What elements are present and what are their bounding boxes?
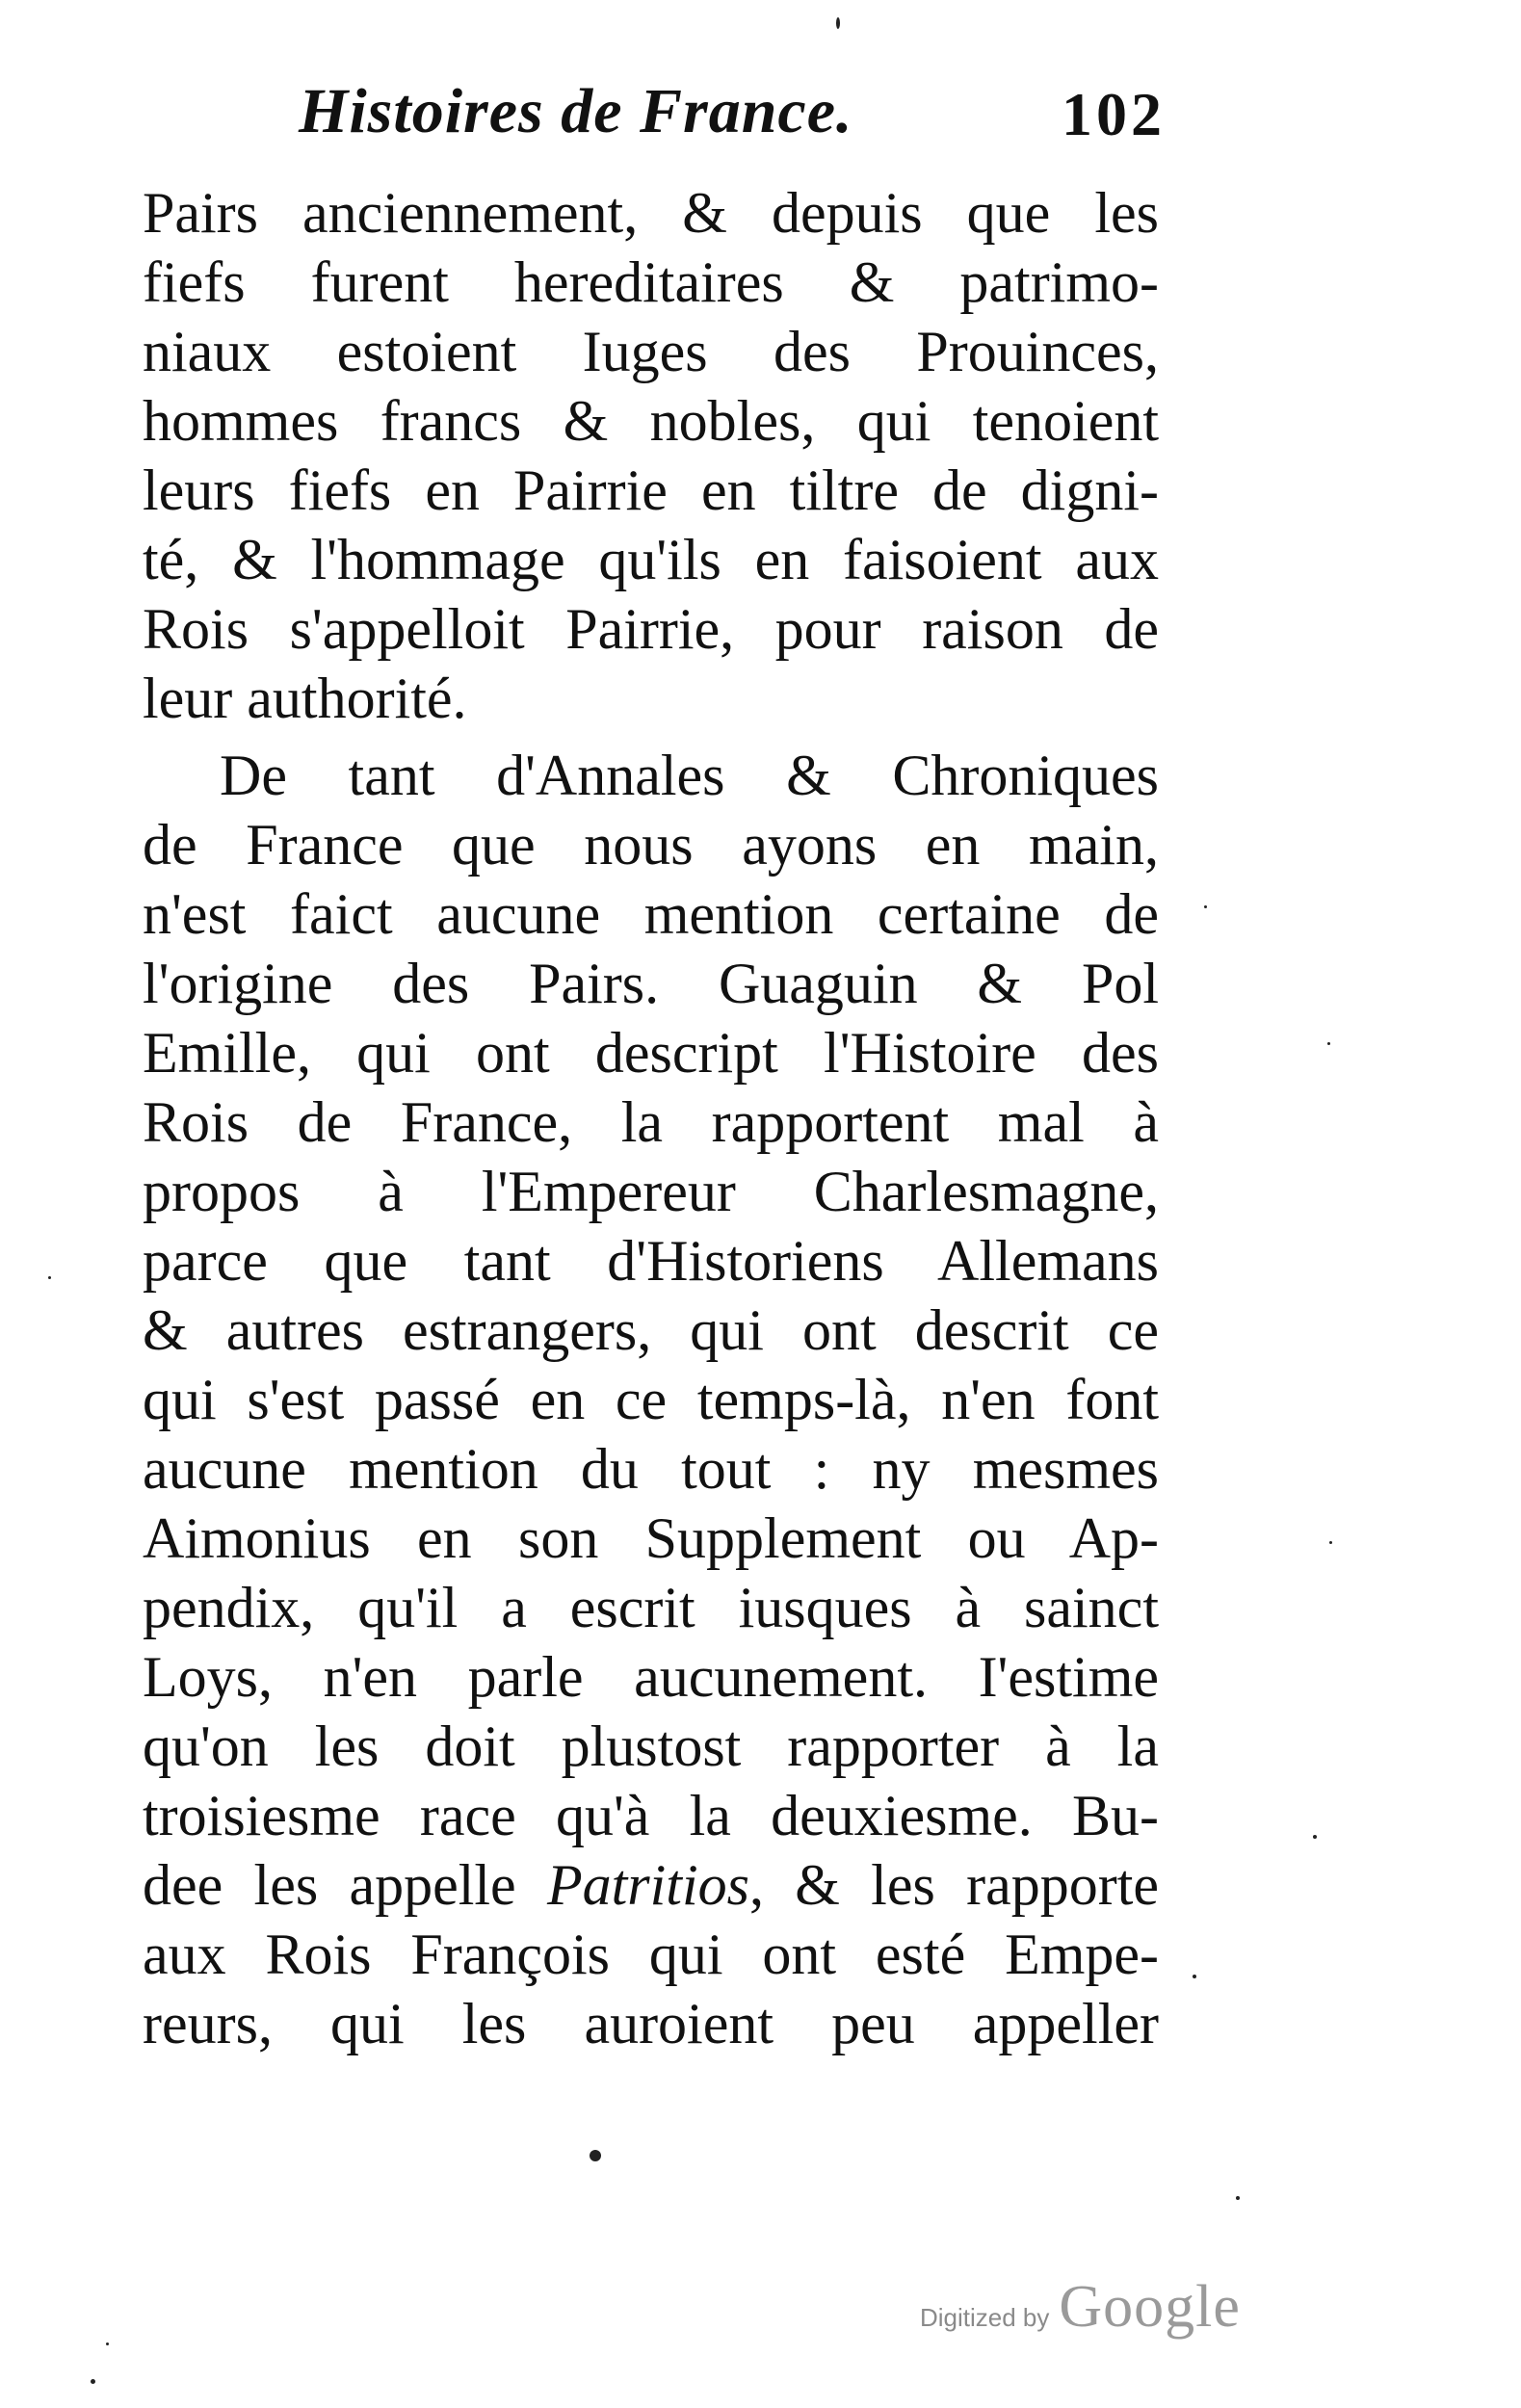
text-line: troisiesme race qu'à la deuxiesme. Bu- xyxy=(143,1784,1159,1847)
text-line: té, & l'hommage qu'ils en faisoient aux xyxy=(143,528,1159,591)
text-line: reurs, qui les auroient peu appeller xyxy=(143,1992,1159,2055)
text-line: de France que nous ayons en main, xyxy=(143,813,1159,877)
scan-speck xyxy=(91,2379,95,2384)
scan-speck xyxy=(1204,905,1207,908)
text-line: propos à l'Empereur Charlesmagne, xyxy=(143,1160,1159,1223)
text-line: n'est faict aucune mention certaine de xyxy=(143,882,1159,946)
text-line: Rois s'appelloit Pairrie, pour raison de xyxy=(143,597,1159,661)
text-line: & autres estrangers, qui ont descrit ce xyxy=(143,1298,1159,1362)
scan-speck xyxy=(48,1276,51,1279)
running-title: Histoires de France. xyxy=(299,76,853,146)
text-line: qui s'est passé en ce temps-là, n'en font xyxy=(143,1368,1159,1431)
text-line: leurs fiefs en Pairrie en tiltre de digni- xyxy=(143,458,1159,522)
text-line: aucune mention du tout : ny mesmes xyxy=(143,1437,1159,1501)
text-line: aux Rois François qui ont esté Empe- xyxy=(143,1923,1159,1986)
text-line: fiefs furent hereditaires & patrimo- xyxy=(143,250,1159,314)
text-line: l'origine des Pairs. Guaguin & Pol xyxy=(143,952,1159,1015)
text-run: dee les appelle xyxy=(143,1853,547,1917)
text-line: Rois de France, la rapportent mal à xyxy=(143,1090,1159,1154)
page-header xyxy=(299,75,1166,162)
body-text xyxy=(143,178,1159,2058)
paragraph-gap xyxy=(143,733,1159,741)
text-line: parce que tant d'Historiens Allemans xyxy=(143,1229,1159,1293)
text-line: qu'on les doit plustost rapporter à la xyxy=(143,1714,1159,1778)
scan-speck xyxy=(1193,1975,1196,1978)
scan-speck xyxy=(590,2150,601,2161)
text-line: De tant d'Annales & Chroniques xyxy=(220,744,1159,807)
text-line: Loys, n'en parle aucunement. I'estime xyxy=(143,1645,1159,1709)
text-run: , & les rapporte xyxy=(748,1853,1159,1917)
text-line-with-italic xyxy=(143,1850,1159,1920)
text-line: Pairs anciennement, & depuis que les xyxy=(143,181,1159,245)
scan-speck xyxy=(1327,1042,1330,1045)
google-logo: Google xyxy=(1059,2274,1241,2340)
text-line: Aimonius en son Supplement ou Ap- xyxy=(143,1506,1159,1570)
scan-speck xyxy=(1329,1541,1332,1544)
text-line: hommes francs & nobles, qui tenoient xyxy=(143,389,1159,453)
digitized-by-label: Digitized by xyxy=(920,2303,1050,2332)
scan-speck xyxy=(836,17,840,29)
italic-word: Patritios xyxy=(546,1853,749,1917)
scan-speck xyxy=(1313,1835,1317,1839)
text-line: niaux estoient Iuges des Prouinces, xyxy=(143,320,1159,383)
text-line: leur authorité. xyxy=(143,667,467,730)
scan-speck xyxy=(106,2343,109,2345)
text-line: pendix, qu'il a escrit iusques à sainct xyxy=(143,1576,1159,1639)
text-line: Emille, qui ont descript l'Histoire des xyxy=(143,1021,1159,1085)
scan-speck xyxy=(1236,2196,1240,2200)
page-number: 102 xyxy=(1062,80,1166,148)
digitization-watermark xyxy=(920,2273,1241,2342)
